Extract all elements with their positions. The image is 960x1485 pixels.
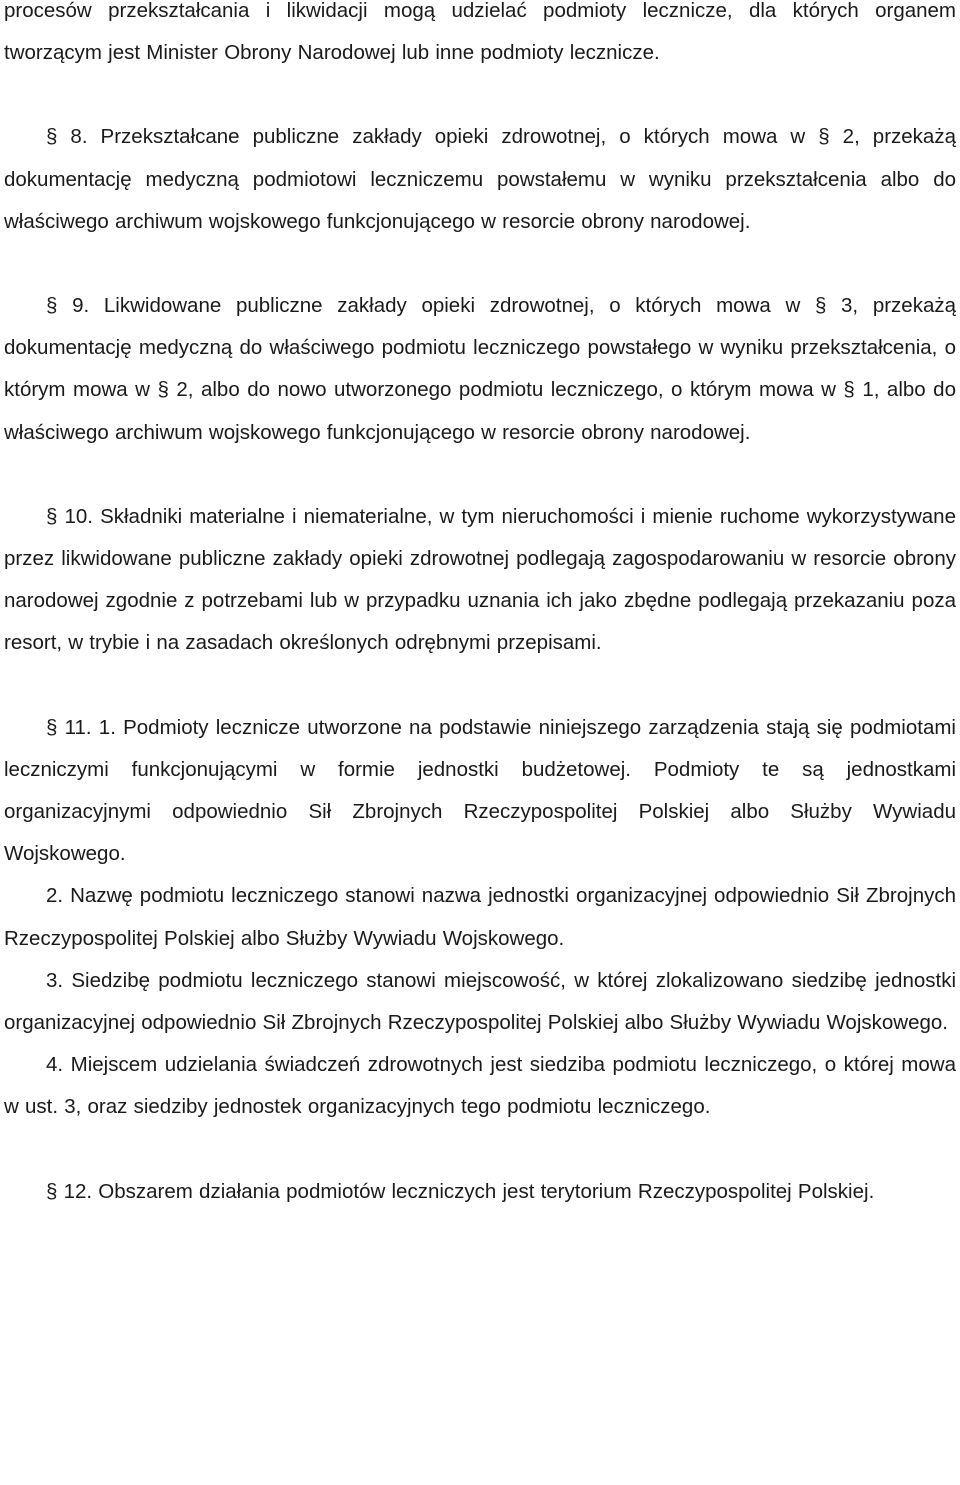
paragraph-9: § 9. Likwidowane publiczne zakłady opieki zdrowotnej, o których mowa w § 3, przekażą dokumentację medyczną do właściwego podmiotu leczniczego powstałego w wyniku przekształcenia, o którym mowa w § 2, albo do nowo utworzonego podmiotu leczniczego, o którym mowa w § 1, albo do właściwego archiwum wojskowego funkcjonującego w resorcie obrony narodowej. (4, 294, 956, 444)
paragraph-10: § 10. Składniki materialne i niematerialne, w tym nieruchomości i mienie ruchome wykorzystywane przez likwidowane publiczne zakłady opieki zdrowotnej podlegają zagospodarowaniu w resorcie obrony narodowej zgodnie z potrzebami lub w przypadku uznania ich jako zbędne podlegają przekazaniu poza resort, w trybie i na zasadach określonych odrębnymi przepisami. (4, 504, 956, 655)
paragraph-11-2: 2. Nazwę podmiotu leczniczego stanowi nazwa jednostki organizacyjnej odpowiednio Sił Zbrojnych Rzeczypospolitej Polskiej albo Służby Wywiadu Wojskowego. (4, 884, 956, 950)
paragraph-11-4: 4. Miejscem udzielania świadczeń zdrowotnych jest siedziba podmiotu leczniczego, o której mowa w ust. 3, oraz siedziby jednostek organizacyjnych tego podmiotu leczniczego. (4, 1053, 956, 1119)
paragraph-12: § 12. Obszarem działania podmiotów leczniczych jest terytorium Rzeczypospolitej Polskiej. (46, 1179, 875, 1203)
paragraph-11-3: 3. Siedzibę podmiotu leczniczego stanowi miejscowość, w której zlokalizowano siedzibę jednostki organizacyjnej odpowiednio Sił Zbrojnych Rzeczypospolitej Polskiej albo Służby Wywiadu Wojskowego. (4, 968, 956, 1035)
paragraph-11-1: § 11. 1. Podmioty lecznicze utworzone na podstawie niniejszego zarządzenia stają się podmiotami leczniczymi funkcjonującymi w formie jednostki budżetowej. Podmioty te są jednostkami organizacyjnymi odpowiednio Sił Zbrojnych Rzeczypospolitej Polskiej albo Służby Wywiadu Wojskowego. (4, 715, 956, 866)
paragraph-7-continuation: procesów przekształcania i likwidacji mogą udzielać podmioty lecznicze, dla których organem tworzącym jest Minister Obrony Narodowej lub inne podmioty lecznicze. (4, 0, 956, 65)
document-page (4, 0, 956, 1213)
paragraph-8: § 8. Przekształcane publiczne zakłady opieki zdrowotnej, o których mowa w § 2, przekażą dokumentację medyczną podmiotowi leczniczemu powstałemu w wyniku przekształcenia albo do właściwego archiwum wojskowego funkcjonującego w resorcie obrony narodowej. (4, 125, 956, 233)
